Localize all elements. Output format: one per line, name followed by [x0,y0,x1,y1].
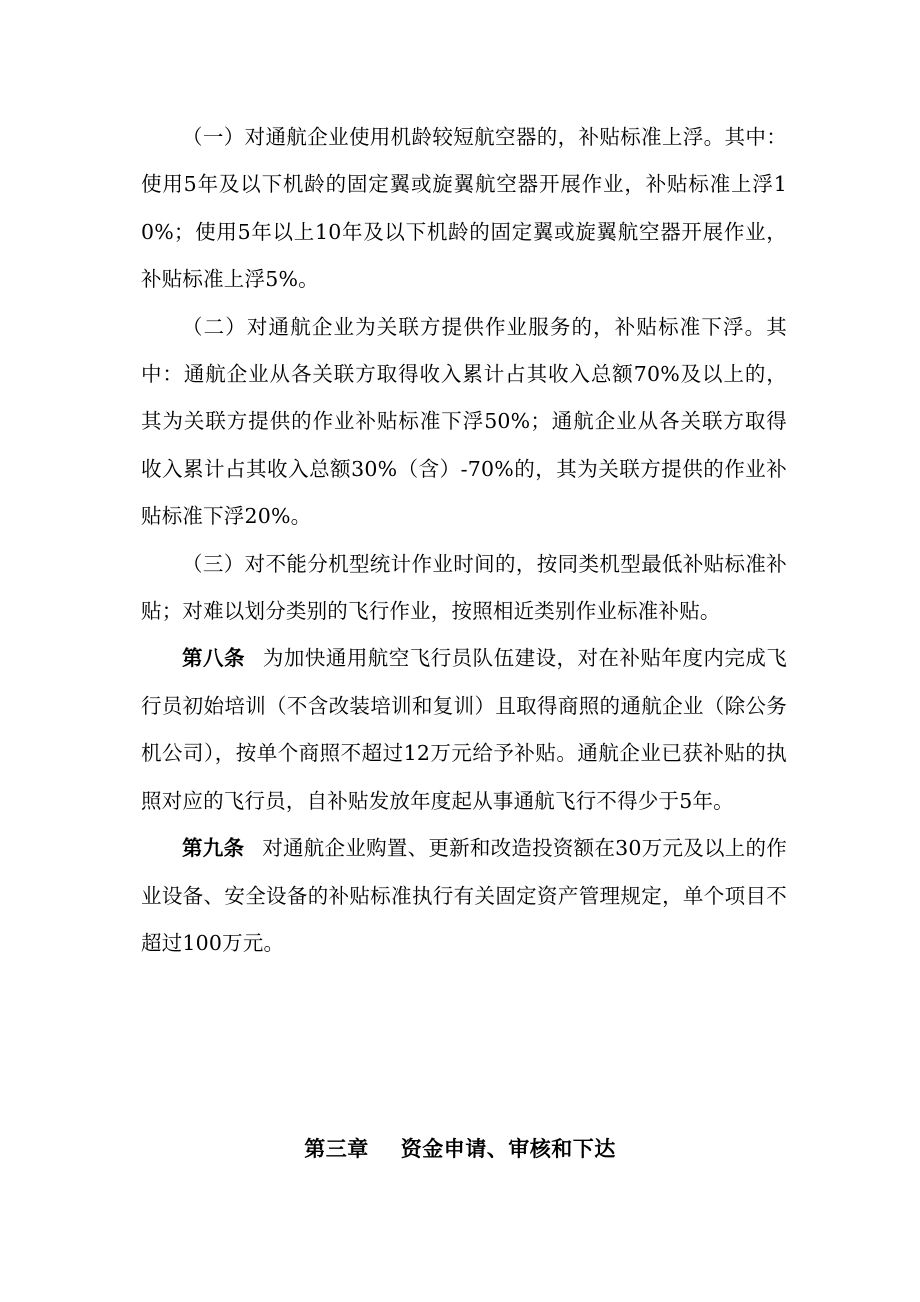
paragraph-1 [141,114,787,304]
body-text [141,114,787,967]
paragraph-text: 对通航企业购置、更新和改造投资额在30万元及以上的作业设备、安全设备的补贴标准执行有关固定资产管理规定，单个项目不超过100万元。 [141,836,787,955]
article-number: 第八条 [182,646,245,671]
chapter-number: 第三章 [304,1137,369,1161]
paragraph-3 [141,541,787,636]
paragraph-text: （三）对不能分机型统计作业时间的，按同类机型最低补贴标准补贴；对难以划分类别的飞行作业，按照相近类别作业标准补贴。 [141,551,787,624]
chapter-heading [0,1124,920,1174]
paragraph-2 [141,304,787,541]
paragraph-text: （二）对通航企业为关联方提供作业服务的，补贴标准下浮。其中：通航企业从各关联方取得收入累计占其收入总额70%及以上的，其为关联方提供的作业补贴标准下浮50%；通航企业从各关联方取得收入累计占其收入总额30%（含）-70%的，其为关联方提供的作业补贴标准下浮20%。 [141,314,787,529]
chapter-title: 资金申请、审核和下达 [400,1137,616,1161]
paragraph-text: （一）对通航企业使用机龄较短航空器的，补贴标准上浮。其中：使用5年及以下机龄的固定翼或旋翼航空器开展作业，补贴标准上浮10%；使用5年以上10年及以下机龄的固定翼或旋翼航空器开展作业，补贴标准上浮5%。 [141,125,787,292]
article-8 [141,635,787,825]
article-9 [141,825,787,967]
article-number: 第九条 [182,836,245,861]
paragraph-text: 为加快通用航空飞行员队伍建设，对在补贴年度内完成飞行员初始培训（不含改装培训和复训）且取得商照的通航企业（除公务机公司），按单个商照不超过12万元给予补贴。通航企业已获补贴的执照对应的飞行员，自补贴发放年度起从事通航飞行不得少于5年。 [141,646,787,813]
